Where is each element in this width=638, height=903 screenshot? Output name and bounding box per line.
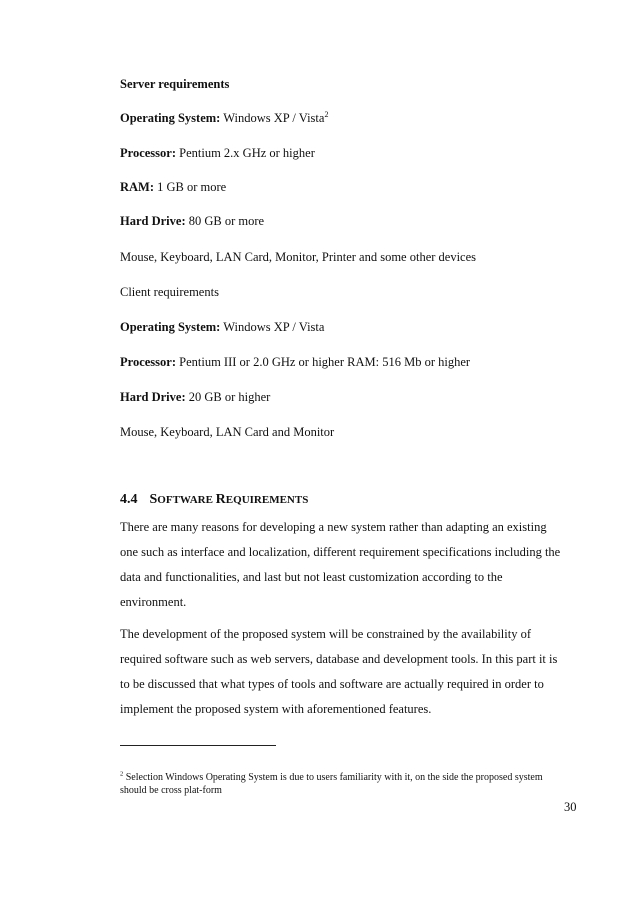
- footnote: [120, 771, 582, 797]
- client-os-value: Windows XP / Vista: [220, 320, 325, 334]
- footnote-line-1: [120, 771, 582, 784]
- server-hdd-label: Hard Drive:: [120, 214, 186, 228]
- client-requirements-title: Client requirements: [120, 285, 219, 299]
- paragraph-line: one such as interface and localization, different requirement specifications including the: [120, 545, 561, 559]
- server-os-label: Operating System:: [120, 111, 221, 125]
- server-os-line: [120, 110, 328, 126]
- server-hdd-line: [120, 213, 264, 229]
- paragraph-line: The development of the proposed system will be constrained by the availability of: [120, 627, 532, 641]
- client-hdd-line: [120, 389, 270, 405]
- server-os-value: Windows XP / Vista: [220, 111, 325, 125]
- section-number: 4.4: [120, 492, 138, 507]
- footnote-separator: [120, 745, 276, 746]
- client-devices-line: Mouse, Keyboard, LAN Card and Monitor: [120, 425, 335, 439]
- paragraph-line: environment.: [120, 595, 187, 609]
- section-title-initial-s: S: [149, 492, 158, 507]
- paragraph-line: to be discussed that what types of tools and software are actually required in order to: [120, 677, 544, 691]
- page-number: 30: [564, 800, 577, 814]
- client-processor-line: [120, 354, 470, 370]
- footnote-text-1: Selection Windows Operating System is due to users familiarity with it, on the side the proposed system: [123, 772, 543, 783]
- server-processor-label: Processor:: [120, 146, 176, 160]
- client-os-label: Operating System:: [120, 320, 221, 334]
- footnote-line-2: should be cross plat-form: [120, 785, 222, 796]
- server-requirements-title: Server requirements: [120, 77, 230, 91]
- paragraph-line: data and functionalities, and last but not least customization according to the: [120, 570, 503, 584]
- client-processor-label: Processor:: [120, 355, 176, 369]
- client-hdd-label: Hard Drive:: [120, 390, 186, 404]
- server-processor-value: Pentium 2.x GHz or higher: [176, 146, 315, 160]
- client-processor-value: Pentium III or 2.0 GHz or higher RAM: 516 Mb or higher: [176, 355, 471, 369]
- server-ram-value: 1 GB or more: [154, 180, 227, 194]
- section-title-rest-2: EQUIREMENTS: [225, 494, 309, 506]
- server-processor-line: [120, 145, 315, 161]
- client-hdd-value: 20 GB or higher: [185, 390, 271, 404]
- paragraph-2: [120, 622, 580, 722]
- server-devices-line: Mouse, Keyboard, LAN Card, Monitor, Printer and some other devices: [120, 250, 477, 264]
- paragraph-1: [120, 515, 580, 615]
- client-os-line: [120, 319, 324, 335]
- server-ram-line: [120, 179, 226, 195]
- section-title-rest-1: OFTWARE: [157, 494, 216, 506]
- section-title-initial-r: R: [215, 492, 226, 507]
- server-ram-label: RAM:: [120, 180, 155, 194]
- paragraph-line: required software such as web servers, database and development tools. In this part it is: [120, 652, 558, 666]
- section-heading: [120, 491, 308, 509]
- paragraph-line: There are many reasons for developing a new system rather than adapting an existing: [120, 520, 547, 534]
- paragraph-line: implement the proposed system with aforementioned features.: [120, 702, 432, 716]
- footnote-reference: 2: [324, 109, 329, 119]
- server-hdd-value: 80 GB or more: [185, 214, 265, 228]
- footnote-marker: 2: [120, 770, 124, 778]
